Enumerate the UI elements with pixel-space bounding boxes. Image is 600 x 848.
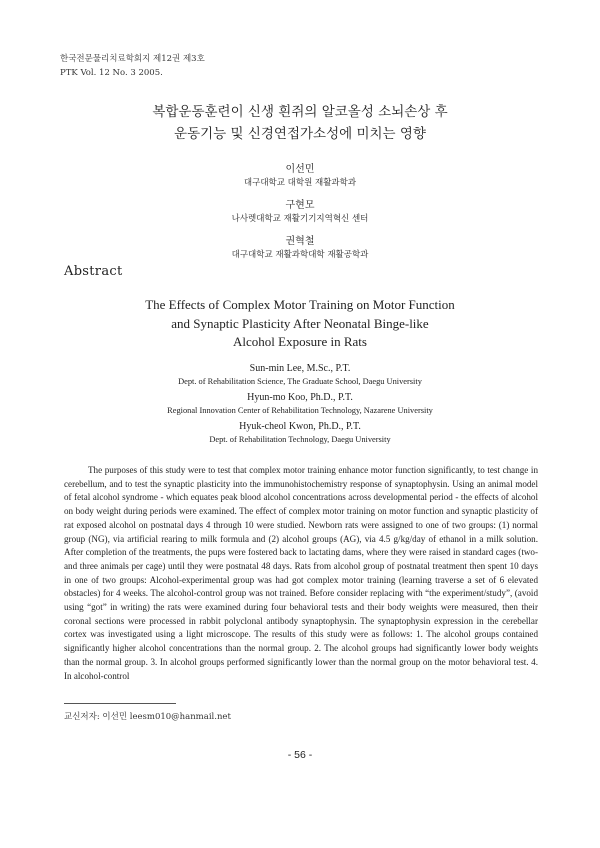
journal-volume: PTK Vol. 12 No. 3 2005.: [60, 68, 163, 78]
english-author-name: Sun-min Lee, M.Sc., P.T.: [249, 363, 351, 374]
footnote-divider: [64, 703, 176, 704]
english-title-line-1: The Effects of Complex Motor Training on Motor Function: [145, 297, 455, 312]
journal-header: [60, 52, 205, 80]
korean-author-name: 구현모: [285, 200, 315, 211]
korean-author-name: 이선민: [285, 164, 315, 175]
korean-author-affiliation: 대구대학교 대학원 재활과학과: [243, 178, 357, 188]
english-author-affiliation: Dept. of Rehabilitation Technology, Daegu University: [209, 434, 391, 444]
english-authors: [0, 362, 600, 449]
korean-title: [0, 101, 600, 145]
english-author-affiliation: Regional Innovation Center of Rehabilitation Technology, Nazarene University: [167, 405, 433, 415]
english-title: [0, 296, 600, 352]
english-author-name: Hyun-mo Koo, Ph.D., P.T.: [247, 392, 353, 403]
journal-name-korean: 한국전문물리치료학회지 제12권 제3호: [60, 54, 205, 64]
korean-title-line-1: 복합운동훈련이 신생 흰쥐의 알코올성 소뇌손상 후: [152, 104, 448, 120]
english-author-name: Hyuk-cheol Kwon, Ph.D., P.T.: [239, 421, 361, 432]
korean-author-affiliation: 대구대학교 재활과학대학 재활공학과: [231, 250, 369, 260]
abstract-heading: Abstract: [64, 264, 123, 279]
korean-authors: [0, 162, 600, 270]
corresponding-author-footnote: 교신저자: 이선민 leesm010@hanmail.net: [64, 712, 231, 722]
korean-author-affiliation: 나사렛대학교 재활기기지역혁신 센터: [231, 214, 369, 224]
korean-title-line-2: 운동기능 및 신경연접가소성에 미치는 영향: [174, 126, 426, 142]
korean-author-name: 권혁철: [285, 236, 315, 247]
english-title-line-2: and Synaptic Plasticity After Neonatal Binge-like: [171, 315, 429, 331]
abstract-body: The purposes of this study were to test that complex motor training enhance motor function significantly, to test change in cerebellum, and to test the synaptic plasticity into the immunohistochemistry response of synaptophysin. Using an animal model of fetal alcohol syndrome - which equates peak blood alcohol concentrations across developmental period - the effects of alcohol on body weight during periods were examined. The effect of complex motor training on motor function and synaptic plasticity of rat exposed alcohol on postnatal days 4 through 10 were studied. Newborn rats were assigned to one of two groups: (1) normal group (NG), via artificial rearing to milk formula and (2) alcohol groups (AG), via 4.5 g/kg/day of ethanol in a milk solution. After completion of the treatments, the pups were fostered back to lactating dams, where they were raised in standard cages (two-and three animals per cage) until they were postnatal 48 days. Rats from alcohol group of postnatal treatment then spent 10 days in one of two groups: Alcohol-experimental group was had got complex motor training (learning traverse a set of 6 elevated obstacles) for 4 weeks. The alcohol-control group was not trained. Before consider replacing with “the experiment/study”, (avoid using “got” in writing) the rats were examined during four behavioral tests and their body weights were measured, then their coronal sections were processed in rabbit polyclonal antibody synaptophysin. The synaptophysin expression in the cerebellar cortex was investigated using a light microscope. The results of this study were as follows: 1. The alcohol groups contained significantly higher alcohol concentrations than the normal group. 2. The alcohol groups had significantly lower body weights than the normal group. 3. In alcohol groups performed significantly lower than the normal group on the motor behavioral test. 4. In alcohol-control: [64, 465, 538, 681]
english-title-line-3: Alcohol Exposure in Rats: [233, 334, 367, 349]
english-author-affiliation: Dept. of Rehabilitation Science, The Graduate School, Daegu University: [178, 376, 422, 386]
page-number: - 56 -: [287, 749, 313, 761]
